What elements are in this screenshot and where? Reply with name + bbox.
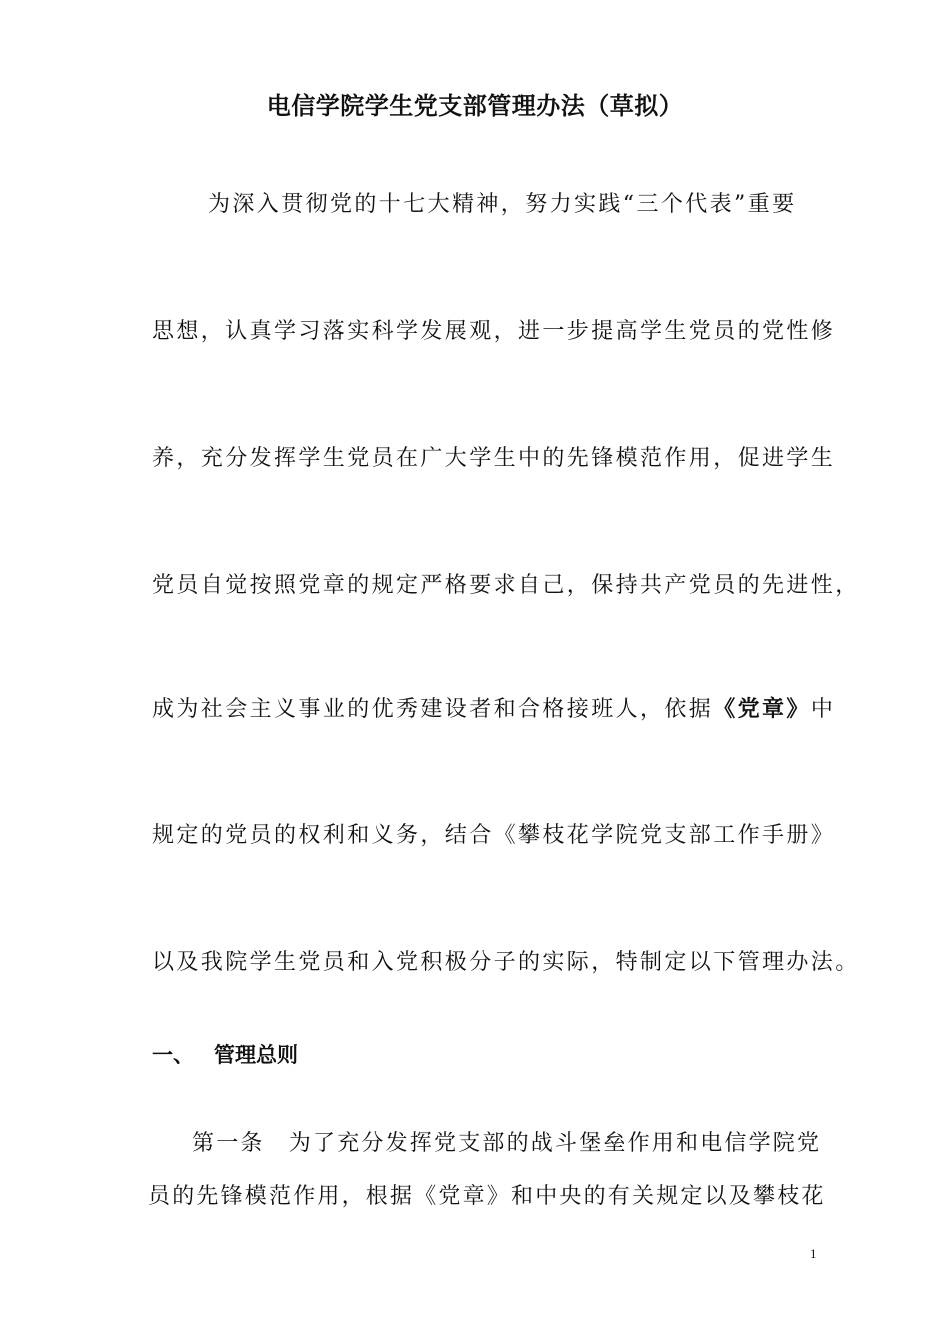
intro-line-1: 为深入贯彻党的十七大精神，努力实践“三个代表”重要	[208, 192, 797, 217]
article-1-line-1: 第一条 为了充分发挥党支部的战斗堡垒作用和电信学院党	[192, 1131, 822, 1156]
intro-line-3: 养，充分发挥学生党员在广大学生中的先锋模范作用，促进学生	[152, 446, 836, 471]
section-title: 管理总则	[214, 1043, 298, 1067]
document-title: 电信学院学生党支部管理办法（草拟）	[266, 92, 684, 120]
intro-line-4: 党员自觉按照党章的规定严格要求自己，保持共产党员的先进性，	[152, 573, 860, 598]
intro-line-6: 规定的党员的权利和义务，结合《攀枝花学院党支部工作手册》	[152, 823, 836, 848]
section-heading	[152, 1040, 298, 1070]
intro-line-5-text: 成为社会主义事业的优秀建设者和合格接班人，依据	[152, 697, 714, 722]
section-number: 一、	[152, 1043, 194, 1067]
intro-line-2: 思想，认真学习落实科学发展观，进一步提高学生党员的党性修	[152, 319, 836, 344]
article-1-line-2: 员的先锋模范作用，根据《党章》和中央的有关规定以及攀枝花	[148, 1184, 826, 1209]
page-number: 1	[810, 1246, 817, 1261]
intro-line-5	[152, 694, 835, 725]
intro-line-7: 以及我院学生党员和入党积极分子的实际，特制定以下管理办法。	[152, 950, 860, 975]
intro-line-5-tail: 中	[810, 697, 836, 722]
party-constitution-ref: 《党章》	[713, 696, 811, 722]
